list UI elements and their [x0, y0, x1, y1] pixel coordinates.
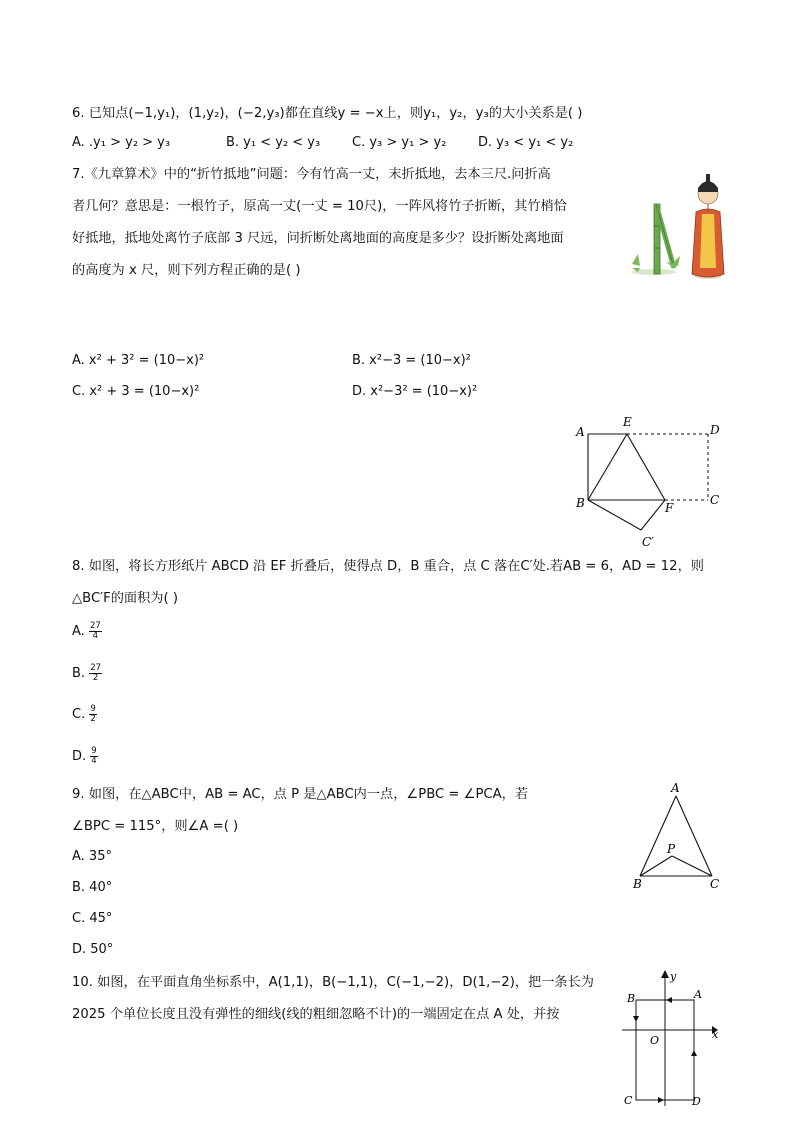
label-d: D: [710, 423, 720, 437]
triangle-abc-figure: [626, 780, 730, 892]
q9-option-d: D. 50°: [72, 942, 114, 957]
bamboo-figure: [624, 168, 728, 286]
q7-line-1: 7.《九章算术》中的“折竹抵地”问题：今有竹高一丈，末折抵地，去本三尺.问折高: [72, 167, 551, 182]
q9-option-c: C. 45°: [72, 911, 113, 926]
q8-option-d-letter: D.: [72, 749, 87, 764]
q10-line-2: 2025 个单位长度且没有弹性的细线(线的粗细忽略不计)的一端固定在点 A 处，并按: [72, 1007, 560, 1022]
label-c: C: [710, 493, 720, 507]
q8-option-d-fraction: [90, 747, 97, 766]
q8-option-a-letter: A.: [72, 624, 85, 639]
q8-line-1: 8. 如图，将长方形纸片 ABCD 沿 EF 折叠后，使得点 D，B 重合，点 C 落在C′处.若AB = 6，AD = 12，则: [72, 559, 704, 574]
q7-option-d: D. x²−3² = (10−x)²: [352, 384, 478, 399]
label-a: A: [576, 425, 585, 439]
label-b: B: [576, 496, 585, 510]
label-c-prime: C′: [642, 535, 654, 549]
q8-option-b-num: 27: [90, 663, 102, 673]
q7-option-a: A. x² + 3² = (10−x)²: [72, 353, 205, 368]
q8-option-b: [72, 664, 102, 683]
coordinate-plane-figure: [614, 966, 724, 1110]
q7-option-c: C. x² + 3 = (10−x)²: [72, 384, 200, 399]
q6-option-d: D. y₃ < y₁ < y₂: [478, 135, 574, 150]
label-y: y: [670, 970, 677, 983]
q7-line-3: 好抵地，抵地处离竹子底部 3 尺远，问折断处离地面的高度是多少？设折断处离地面: [72, 231, 564, 246]
fold-rectangle-figure: [568, 412, 728, 552]
label-x: x: [712, 1028, 719, 1041]
q8-option-d: [72, 747, 98, 766]
q9-line-2: ∠BPC = 115°，则∠A =( ): [72, 819, 239, 834]
q6-stem: 6. 已知点(−1,y₁)，(1,y₂)，(−2,y₃)都在直线y = −x上，则y₁，y₂，y₃的大小关系是( ): [72, 106, 583, 121]
q8-line-2: △BC′F的面积为( ): [72, 591, 178, 606]
label-b: B: [627, 992, 636, 1005]
q8-option-a-den: 4: [92, 631, 99, 641]
label-p: P: [667, 842, 676, 856]
label-d: D: [692, 1095, 701, 1108]
q6-option-a: A. .y₁ > y₂ > y₃: [72, 135, 171, 150]
label-f: F: [665, 501, 674, 515]
q9-line-1: 9. 如图，在△ABC中，AB = AC，点 P 是△ABC内一点，∠PBC = ∠PCA，若: [72, 787, 529, 802]
q8-option-b-den: 2: [92, 673, 99, 683]
q10-line-1: 10. 如图，在平面直角坐标系中，A(1,1)，B(−1,1)，C(−1,−2)，D(1,−2)，把一条长为: [72, 975, 594, 990]
q7-line-2: 者几何？意思是：一根竹子，原高一丈(一丈 = 10尺)，一阵风将竹子折断，其竹梢恰: [72, 199, 567, 214]
q9-option-b: B. 40°: [72, 880, 113, 895]
q8-option-a-fraction: [89, 622, 102, 641]
q8-option-c-num: 9: [90, 704, 96, 714]
label-e: E: [623, 415, 632, 429]
q8-option-c-fraction: [89, 705, 96, 724]
q9-option-a: A. 35°: [72, 849, 112, 864]
q8-option-c-letter: C.: [72, 707, 86, 722]
q8-option-b-letter: B.: [72, 666, 86, 681]
label-o: O: [650, 1034, 660, 1047]
q8-option-a: [72, 622, 102, 641]
label-b: B: [633, 877, 642, 891]
q8-option-a-num: 27: [89, 621, 101, 631]
q8-option-b-fraction: [89, 664, 102, 683]
q8-option-d-num: 9: [91, 746, 97, 756]
q8-option-c: [72, 705, 97, 724]
q6-option-b: B. y₁ < y₂ < y₃: [226, 135, 321, 150]
q7-line-4: 的高度为 x 尺，则下列方程正确的是( ): [72, 263, 301, 278]
q8-option-c-den: 2: [90, 714, 96, 724]
q8-option-d-den: 4: [91, 756, 97, 766]
label-c: C: [710, 877, 720, 891]
label-a: A: [671, 781, 680, 795]
label-a: A: [694, 988, 702, 1001]
q6-option-c: C. y₃ > y₁ > y₂: [352, 135, 447, 150]
label-c: C: [624, 1094, 633, 1107]
q7-option-b: B. x²−3 = (10−x)²: [352, 353, 471, 368]
